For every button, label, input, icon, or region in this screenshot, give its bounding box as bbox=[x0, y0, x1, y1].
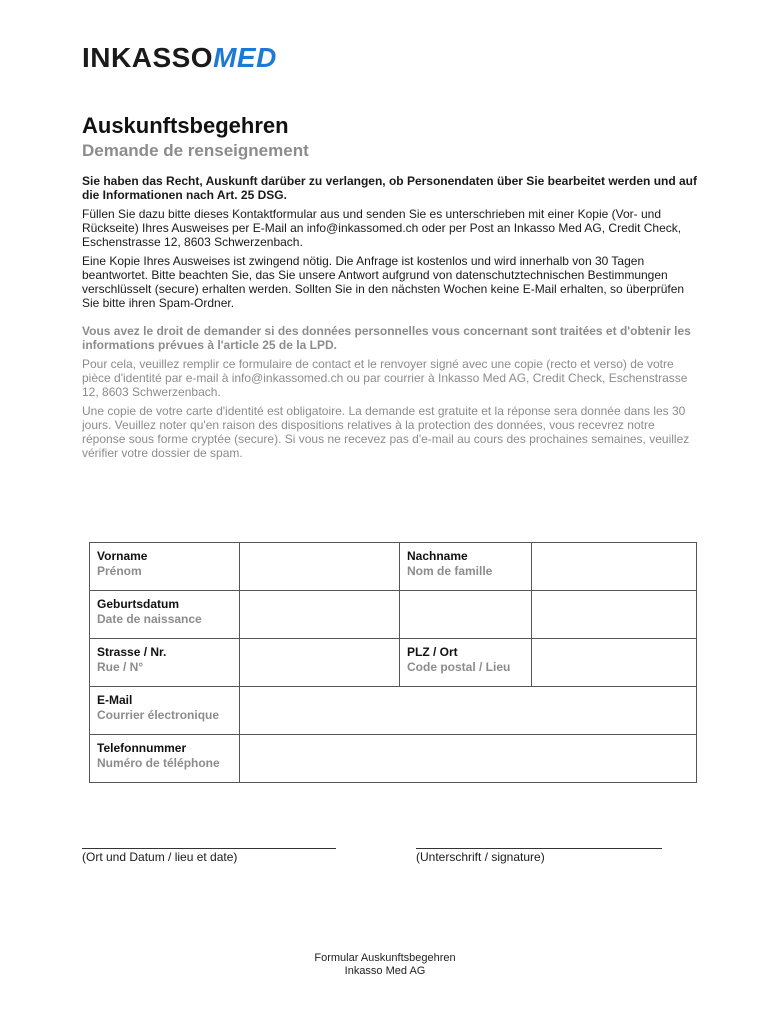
personal-data-form bbox=[89, 542, 697, 783]
strasse-label-cell bbox=[90, 639, 240, 687]
fr-paragraph-instructions: Pour cela, veuillez remplir ce formulaire de contact et le renvoyer signé avec une copie (recto et verso) de votre pièce d'identité par e-mail à info@inkassomed.ch ou par courrier à Inkasso Med AG, Credit Check, Eschenstrasse 12, 8603 Schwerzenbach. bbox=[82, 357, 688, 399]
page-subtitle: Demande de renseignement bbox=[82, 141, 309, 160]
signature-line[interactable] bbox=[416, 834, 662, 849]
strasse-label: Strasse / Nr. bbox=[97, 645, 167, 659]
french-text-block bbox=[82, 324, 698, 460]
telefon-field[interactable] bbox=[240, 735, 697, 783]
date-naissance-label: Date de naissance bbox=[97, 612, 202, 626]
plz-label: PLZ / Ort bbox=[407, 645, 458, 659]
geburtsdatum-label-cell bbox=[90, 591, 240, 639]
strasse-field[interactable] bbox=[240, 639, 400, 687]
code-postal-label: Code postal / Lieu bbox=[407, 660, 511, 674]
geburtsdatum-field[interactable] bbox=[240, 591, 400, 639]
telephone-label: Numéro de téléphone bbox=[97, 756, 220, 770]
intro-section bbox=[82, 112, 698, 465]
form-row-phone bbox=[90, 735, 697, 783]
page-footer bbox=[0, 952, 770, 978]
footer-company: Inkasso Med AG bbox=[344, 965, 426, 977]
place-date-label: (Ort und Datum / lieu et date) bbox=[82, 850, 238, 864]
courrier-label: Courrier électronique bbox=[97, 708, 220, 722]
geburtsdatum-label: Geburtsdatum bbox=[97, 597, 180, 611]
plz-field[interactable] bbox=[532, 639, 697, 687]
de-paragraph-notes: Eine Kopie Ihres Ausweises ist zwingend nötig. Die Anfrage ist kostenlos und wird innerhalb von 30 Tagen beantwortet. Bitte beachten Sie, das Sie unsere Antwort aufgrund von datenschutztechnischen Bestimmungen verschlüsselt (secure) erhalten werden. Sollten Sie in den nächsten Wochen keine E-Mail erhalten, so überprüfen Sie bitte ihren Spam-Ordner. bbox=[82, 254, 685, 310]
signature-label: (Unterschrift / signature) bbox=[416, 850, 545, 864]
nachname-field[interactable] bbox=[532, 543, 697, 591]
empty-cell-b bbox=[532, 591, 697, 639]
plz-label-cell bbox=[400, 639, 532, 687]
email-label-cell bbox=[90, 687, 240, 735]
prenom-label: Prénom bbox=[97, 564, 142, 578]
form-row-address bbox=[90, 639, 697, 687]
nachname-label: Nachname bbox=[407, 549, 468, 563]
rue-label: Rue / N° bbox=[97, 660, 144, 674]
nom-label: Nom de famille bbox=[407, 564, 493, 578]
form-row-email bbox=[90, 687, 697, 735]
logo-part-med: MED bbox=[213, 42, 277, 73]
place-date-line[interactable] bbox=[82, 834, 336, 849]
email-label: E-Mail bbox=[97, 693, 133, 707]
page-title: Auskunftsbegehren bbox=[82, 113, 289, 138]
telefon-label-cell bbox=[90, 735, 240, 783]
nachname-label-cell bbox=[400, 543, 532, 591]
fr-paragraph-rights: Vous avez le droit de demander si des données personnelles vous concernant sont traitées et d'obtenir les informations prévues à l'article 25 de la LPD. bbox=[82, 324, 691, 352]
vorname-label: Vorname bbox=[97, 549, 148, 563]
de-paragraph-instructions: Füllen Sie dazu bitte dieses Kontaktformular aus und senden Sie es unterschrieben mit einer Kopie (Vor- und Rückseite) Ihres Ausweises per E-Mail an info@inkassomed.ch oder per Post an Inkasso Med AG, Credit Check, Eschenstrasse 12, 8603 Schwerzenbach. bbox=[82, 207, 682, 249]
telefon-label: Telefonnummer bbox=[97, 741, 187, 755]
form-row-name bbox=[90, 543, 697, 591]
de-paragraph-rights: Sie haben das Recht, Auskunft darüber zu verlangen, ob Personendaten über Sie bearbeitet werden und auf die Informationen nach Art. 25 DSG. bbox=[82, 174, 698, 202]
company-logo bbox=[82, 42, 277, 74]
form-row-birthdate bbox=[90, 591, 697, 639]
email-field[interactable] bbox=[240, 687, 697, 735]
vorname-field[interactable] bbox=[240, 543, 400, 591]
logo-part-inkasso: INKASSO bbox=[82, 42, 214, 73]
footer-form-name: Formular Auskunftsbegehren bbox=[314, 952, 456, 964]
german-text-block bbox=[82, 174, 698, 310]
vorname-label-cell bbox=[90, 543, 240, 591]
empty-cell-a bbox=[400, 591, 532, 639]
fr-paragraph-notes: Une copie de votre carte d'identité est obligatoire. La demande est gratuite et la réponse sera donnée dans les 30 jours. Veuillez noter qu'en raison des dispositions relatives à la protection des données, vous recevrez notre réponse sous forme cryptée (secure). Si vous ne recevez pas d'e-mail au cours des prochaines semaines, veuillez vérifier votre dossier de spam. bbox=[82, 404, 690, 460]
